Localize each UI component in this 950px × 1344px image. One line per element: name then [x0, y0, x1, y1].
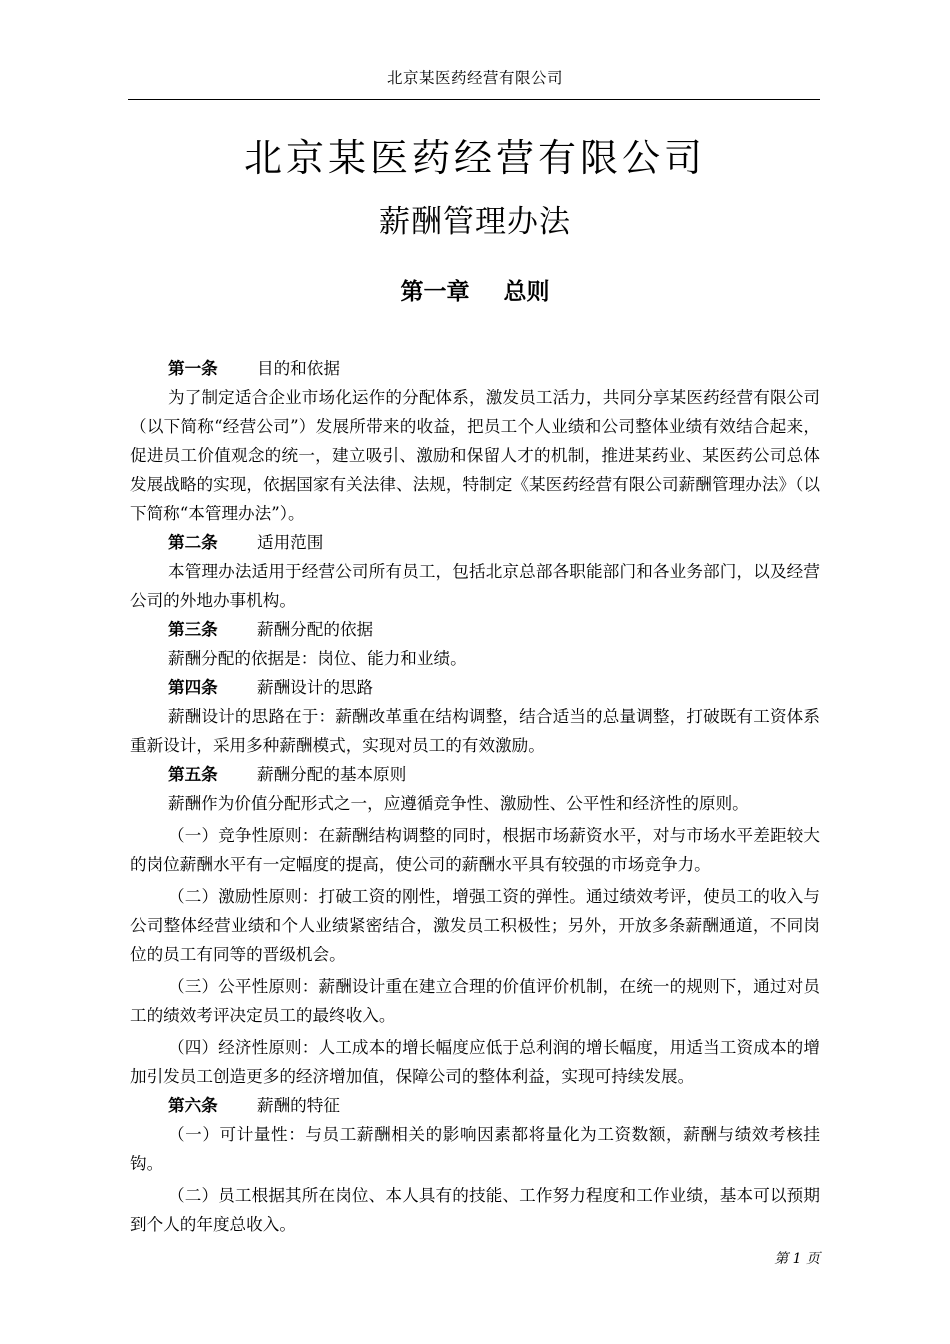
article-number: 第二条	[168, 533, 218, 552]
paragraph: （一）竞争性原则：在薪酬结构调整的同时，根据市场薪资水平，对与市场水平差距较大的岗位薪酬水平有一定幅度的提高，使公司的薪酬水平具有较强的市场竞争力。	[130, 826, 820, 874]
article-title: 薪酬的特征	[257, 1096, 340, 1115]
paragraph: 本管理办法适用于经营公司所有员工，包括北京总部各职能部门和各业务部门，以及经营公司的外地办事机构。	[130, 562, 820, 610]
paragraph: 为了制定适合企业市场化运作的分配体系，激发员工活力，共同分享某医药经营有限公司（以下简称“经营公司”）发展所带来的收益，把员工个人业绩和公司整体业绩有效结合起来，促进员工价值观念的统一，建立吸引、激励和保留人才的机制，推进某药业、某医药公司总体发展战略的实现，依据国家有关法律、法规，特制定《某医药经营有限公司薪酬管理办法》（以下简称“本管理办法”）。	[130, 388, 820, 523]
paragraph: （二）激励性原则：打破工资的刚性，增强工资的弹性。通过绩效考评，使员工的收入与公司整体经营业绩和个人业绩紧密结合，激发员工积极性；另外，开放多条薪酬通道，不同岗位的员工有同等的晋级机会。	[130, 887, 820, 964]
paragraph: （二）员工根据其所在岗位、本人具有的技能、工作努力程度和工作业绩，基本可以预期到个人的年度总收入。	[130, 1186, 820, 1234]
document-title: 薪酬管理办法	[379, 204, 571, 240]
chapter-number: 第一章	[400, 279, 470, 305]
article-number: 第五条	[168, 765, 218, 784]
paragraph: 薪酬设计的思路在于：薪酬改革重在结构调整，结合适当的总量调整，打破既有工资体系重新设计，采用多种薪酬模式，实现对员工的有效激励。	[130, 707, 820, 755]
article-heading	[168, 615, 820, 644]
company-title: 北京某医药经营有限公司	[243, 136, 706, 180]
article-heading	[168, 354, 820, 383]
article-title: 适用范围	[257, 533, 324, 552]
chapter-name: 总则	[503, 279, 550, 305]
document-body	[130, 354, 820, 1239]
article-title: 目的和依据	[257, 359, 340, 378]
article-number: 第一条	[168, 359, 218, 378]
article-heading	[168, 760, 820, 789]
paragraph: 薪酬分配的依据是：岗位、能力和业绩。	[168, 649, 467, 668]
article-number: 第四条	[168, 678, 218, 697]
paragraph: （四）经济性原则：人工成本的增长幅度应低于总利润的增长幅度，用适当工资成本的增加引发员工创造更多的经济增加值，保障公司的整体利益，实现可持续发展。	[130, 1038, 820, 1086]
article-title: 薪酬设计的思路	[257, 678, 374, 697]
paragraph: （一）可计量性：与员工薪酬相关的影响因素都将量化为工资数额，薪酬与绩效考核挂钩。	[130, 1125, 820, 1173]
article-heading	[168, 528, 820, 557]
header-rule	[128, 99, 820, 100]
paragraph: 薪酬作为价值分配形式之一，应遵循竞争性、激励性、公平性和经济性的原则。	[168, 794, 749, 813]
article-heading	[168, 1091, 820, 1120]
article-number: 第三条	[168, 620, 218, 639]
article-heading	[168, 673, 820, 702]
article-title: 薪酬分配的基本原则	[257, 765, 407, 784]
article-title: 薪酬分配的依据	[257, 620, 374, 639]
chapter-heading	[0, 273, 950, 306]
page-number: 第 1 页	[774, 1251, 820, 1267]
running-header: 北京某医药经营有限公司	[386, 69, 563, 87]
paragraph: （三）公平性原则：薪酬设计重在建立合理的价值评价机制，在统一的规则下，通过对员工的绩效考评决定员工的最终收入。	[130, 977, 820, 1025]
article-number: 第六条	[168, 1096, 218, 1115]
